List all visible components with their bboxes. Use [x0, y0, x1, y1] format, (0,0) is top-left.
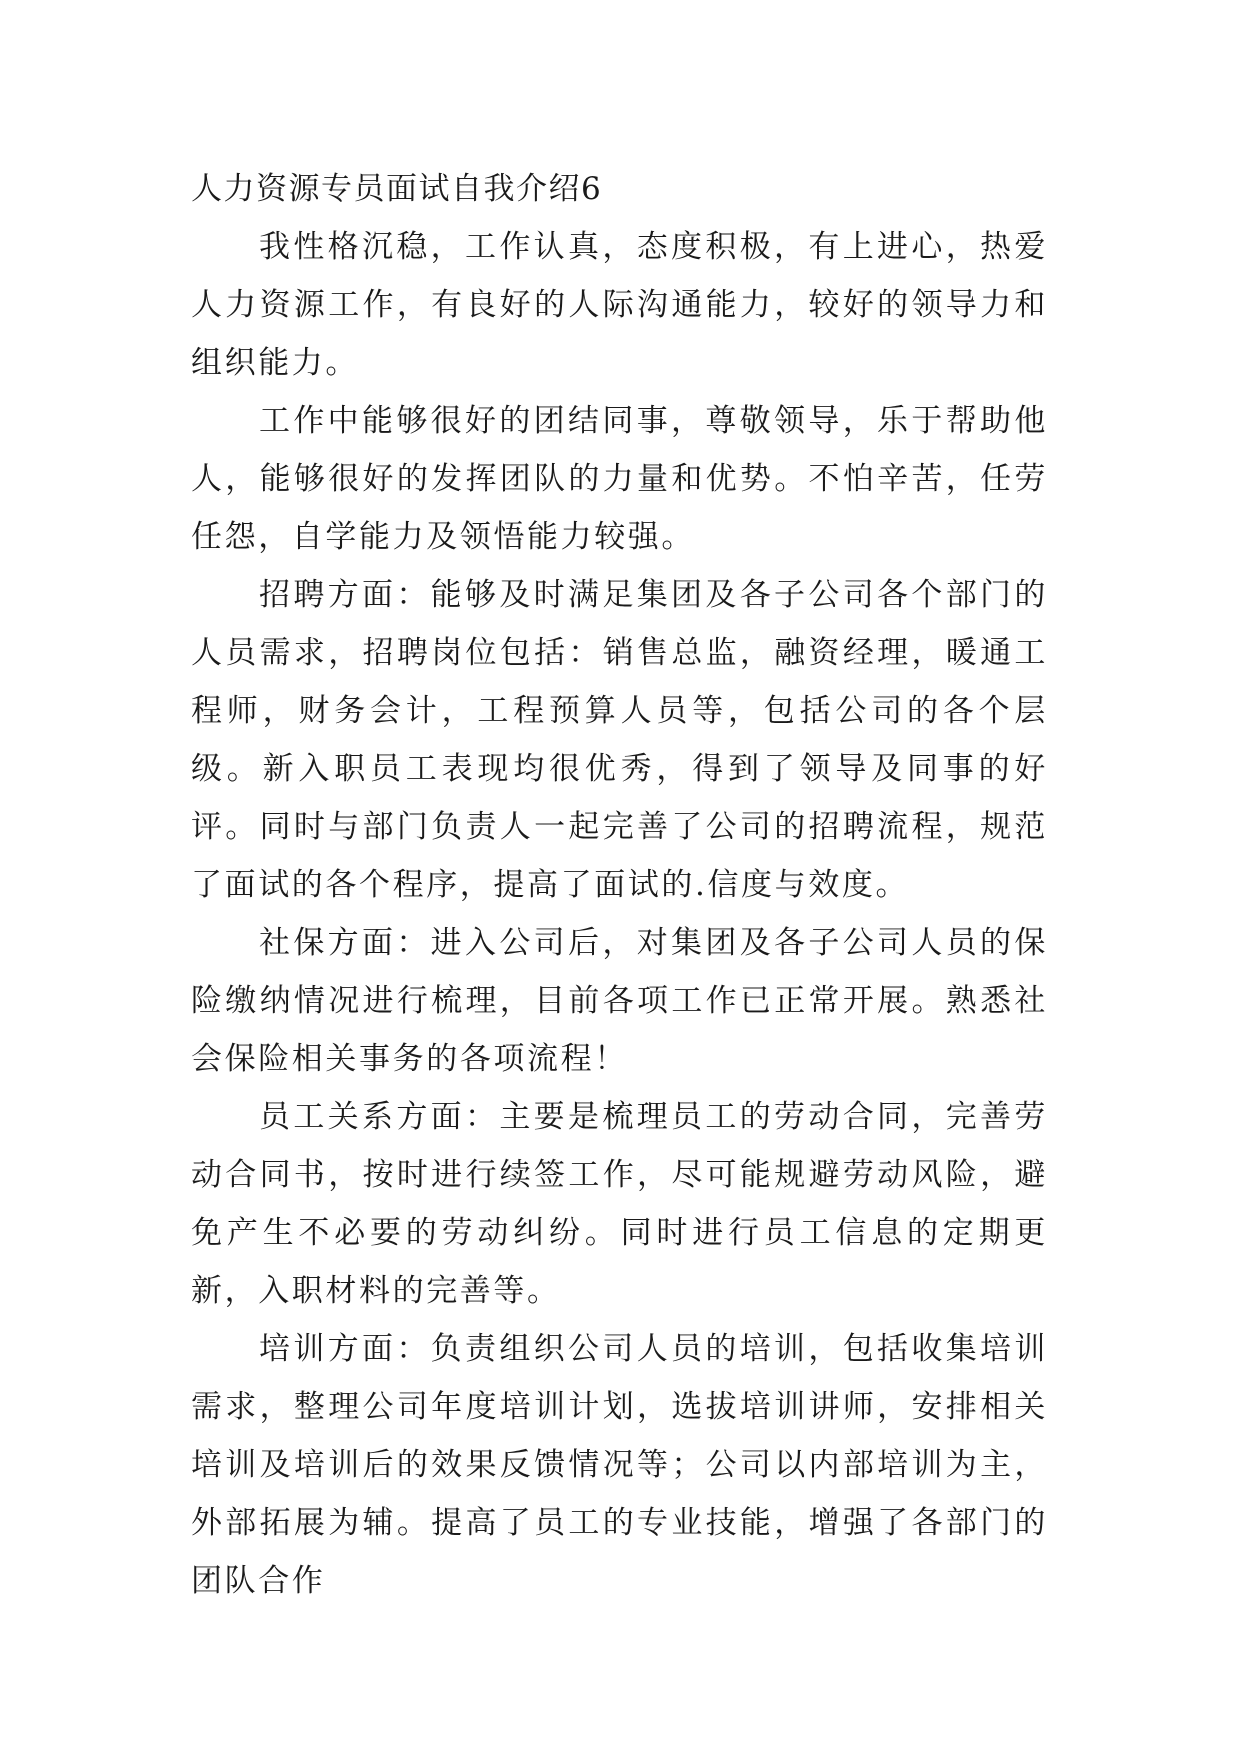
paragraph-teamwork: 工作中能够很好的团结同事，尊敬领导，乐于帮助他人，能够很好的发挥团队的力量和优势。不怕辛苦，任劳任怨，自学能力及领悟能力较强。 [191, 403, 1048, 555]
paragraph-social-insurance: 社保方面：进入公司后，对集团及各子公司人员的保险缴纳情况进行梳理，目前各项工作已正常开展。熟悉社会保险相关事务的各项流程！ [191, 925, 1048, 1077]
paragraph-personality: 我性格沉稳，工作认真，态度积极，有上进心，热爱人力资源工作，有良好的人际沟通能力，较好的领导力和组织能力。 [191, 229, 1048, 381]
paragraph-training: 培训方面：负责组织公司人员的培训，包括收集培训需求，整理公司年度培训计划，选拔培训讲师，安排相关培训及培训后的效果反馈情况等；公司以内部培训为主，外部拓展为辅。提高了员工的专业技能，增强了各部门的团队合作 [191, 1331, 1048, 1599]
paragraph-recruitment: 招聘方面：能够及时满足集团及各子公司各个部门的人员需求，招聘岗位包括：销售总监，融资经理，暖通工程师，财务会计，工程预算人员等，包括公司的各个层级。新入职员工表现均很优秀，得到了领导及同事的好评。同时与部门负责人一起完善了公司的招聘流程，规范了面试的各个程序，提高了面试的.信度与效度。 [191, 577, 1048, 903]
paragraph-employee-relations: 员工关系方面：主要是梳理员工的劳动合同，完善劳动合同书，按时进行续签工作，尽可能规避劳动风险，避免产生不必要的劳动纠纷。同时进行员工信息的定期更新，入职材料的完善等。 [191, 1099, 1048, 1309]
document-title: 人力资源专员面试自我介绍6 [191, 171, 603, 207]
document-body [191, 160, 1048, 1610]
